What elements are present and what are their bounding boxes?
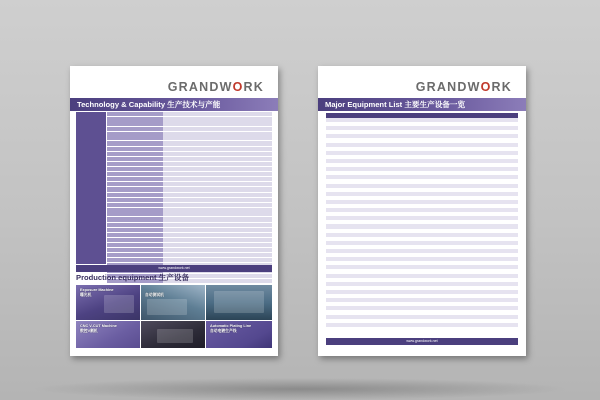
production-photo-grid	[76, 285, 272, 348]
photo-caption-cn: 自动测试机	[145, 293, 164, 297]
equipment-photo	[141, 321, 205, 348]
photo-caption-cn: 自动电镀生产线	[210, 329, 237, 333]
table-row	[326, 327, 518, 331]
grandwork-logo: GRANDWORK	[167, 80, 264, 94]
photo-caption-cn: 数控V割机	[80, 329, 98, 333]
capability-spec-table	[76, 112, 272, 264]
technology-brochure-page	[70, 66, 278, 356]
workshop-photo	[206, 285, 272, 320]
spec-row	[107, 208, 272, 218]
table-cell	[426, 327, 486, 331]
cnc-vcut-machine-photo	[76, 321, 140, 348]
auto-test-machine-photo	[141, 285, 205, 320]
table-body	[326, 118, 518, 331]
equipment-list-table	[326, 113, 518, 335]
photo-caption-en: Automatic Plating Line	[210, 324, 252, 328]
spec-category-column	[76, 112, 106, 264]
spec-row	[107, 132, 272, 142]
photo-caption-cn: 曝光机	[80, 293, 92, 297]
table-cell	[486, 327, 518, 331]
spec-rows	[107, 112, 272, 264]
spec-row	[107, 117, 272, 127]
exposure-machine-photo	[76, 285, 140, 320]
photo-caption-en: Exposure Machine	[80, 288, 114, 292]
table-cell	[342, 327, 426, 331]
grandwork-logo: GRANDWORK	[415, 80, 512, 94]
table-cell	[326, 327, 342, 331]
page-title: Technology & Capability 生产技术与产能	[70, 98, 278, 111]
production-equipment-heading: Production equipment 生产设备	[76, 273, 190, 282]
plating-line-photo	[206, 321, 272, 348]
photo-caption-en: CNC V-CUT Machine	[80, 324, 117, 328]
website-url: www.grandwork.net	[326, 338, 518, 345]
equipment-list-page	[318, 66, 526, 356]
floor-shadow	[30, 378, 570, 400]
website-url: www.grandwork.net	[76, 265, 272, 272]
page-title: Major Equipment List 主要生产设备一览	[318, 98, 526, 111]
